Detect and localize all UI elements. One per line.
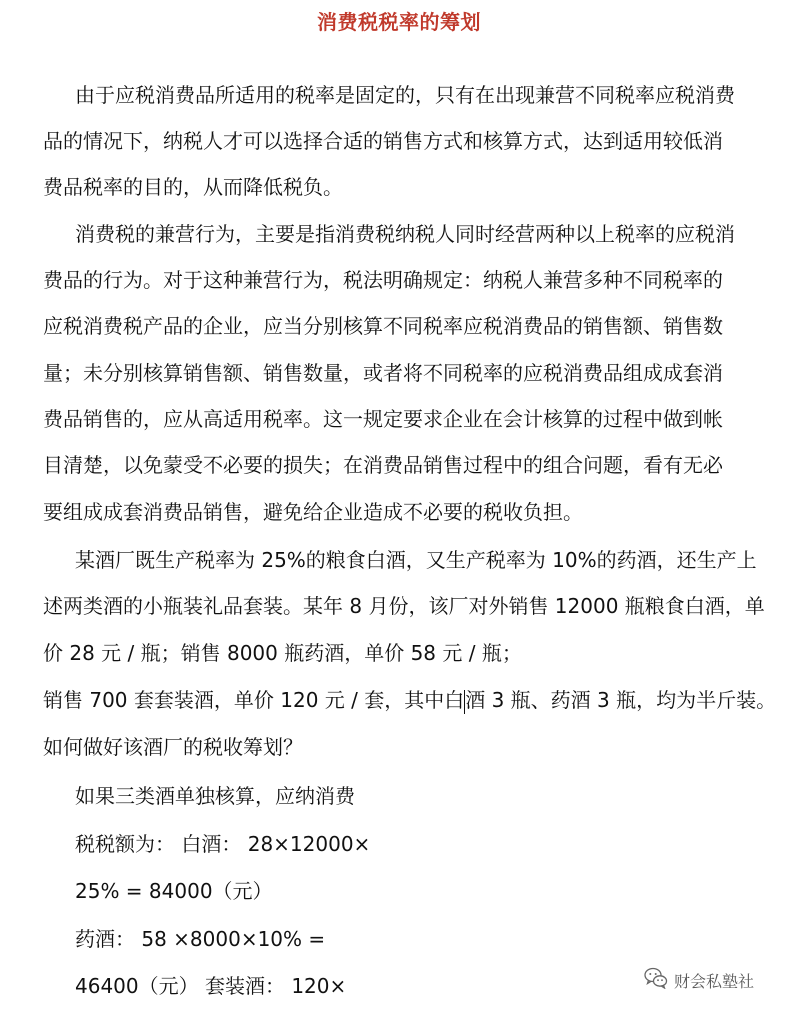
paragraph-4-text-after-cursor: 酒 3 瓶、药酒 3 瓶，均为半斤装。 bbox=[465, 688, 777, 712]
paragraph-1-line-1: 由于应税消费品所适用的税率是固定的，只有在出现兼营不同税率应税消费 bbox=[75, 83, 735, 107]
calc-line-1: 如果三类酒单独核算，应纳消费 bbox=[75, 784, 355, 808]
question-line: 如何做好该酒厂的税收筹划？ bbox=[43, 735, 303, 759]
paragraph-2-line-5: 费品销售的，应从高适用税率。这一规定要求企业在会计核算的过程中做到帐 bbox=[43, 407, 723, 431]
document-title: 消费税税率的筹划 bbox=[317, 10, 481, 34]
calc-line-5: 46400（元） 套装酒： 120× bbox=[75, 974, 347, 998]
wechat-icon bbox=[644, 967, 668, 993]
paragraph-2-line-1: 消费税的兼营行为，主要是指消费税纳税人同时经营两种以上税率的应税消 bbox=[75, 222, 735, 246]
calc-line-3: 25% = 84000（元） bbox=[75, 879, 273, 903]
paragraph-4-line[interactable] bbox=[43, 688, 776, 714]
paragraph-3-line-3: 价 28 元 / 瓶；销售 8000 瓶药酒，单价 58 元 / 瓶； bbox=[43, 641, 522, 665]
paragraph-1-line-2: 品的情况下，纳税人才可以选择合适的销售方式和核算方式，达到适用较低消 bbox=[43, 129, 723, 153]
paragraph-1-line-3: 费品税率的目的，从而降低税负。 bbox=[43, 175, 343, 199]
calc-line-4: 药酒： 58 ×8000×10% = bbox=[75, 927, 326, 951]
paragraph-3-line-2: 述两类酒的小瓶装礼品套装。某年 8 月份，该厂对外销售 12000 瓶粮食白酒，单 bbox=[43, 594, 765, 618]
watermark-text: 财会私塾社 bbox=[674, 971, 755, 991]
paragraph-2-line-2: 费品的行为。对于这种兼营行为，税法明确规定：纳税人兼营多种不同税率的 bbox=[43, 268, 723, 292]
paragraph-2-line-4: 量；未分别核算销售额、销售数量，或者将不同税率的应税消费品组成成套消 bbox=[43, 361, 723, 385]
watermark bbox=[644, 965, 754, 995]
paragraph-4-text-before-cursor: 销售 700 套套装酒，单价 120 元 / 套，其中白 bbox=[43, 688, 465, 712]
calc-line-2: 税税额为： 白酒： 28×12000× bbox=[75, 832, 371, 856]
paragraph-3-line-1: 某酒厂既生产税率为 25%的粮食白酒，又生产税率为 10%的药酒，还生产上 bbox=[75, 548, 757, 572]
paragraph-2-line-7: 要组成成套消费品销售，避免给企业造成不必要的税收负担。 bbox=[43, 500, 583, 524]
paragraph-2-line-6: 目清楚，以免蒙受不必要的损失；在消费品销售过程中的组合问题，看有无必 bbox=[43, 453, 723, 477]
paragraph-2-line-3: 应税消费税产品的企业，应当分别核算不同税率应税消费品的销售额、销售数 bbox=[43, 314, 723, 338]
